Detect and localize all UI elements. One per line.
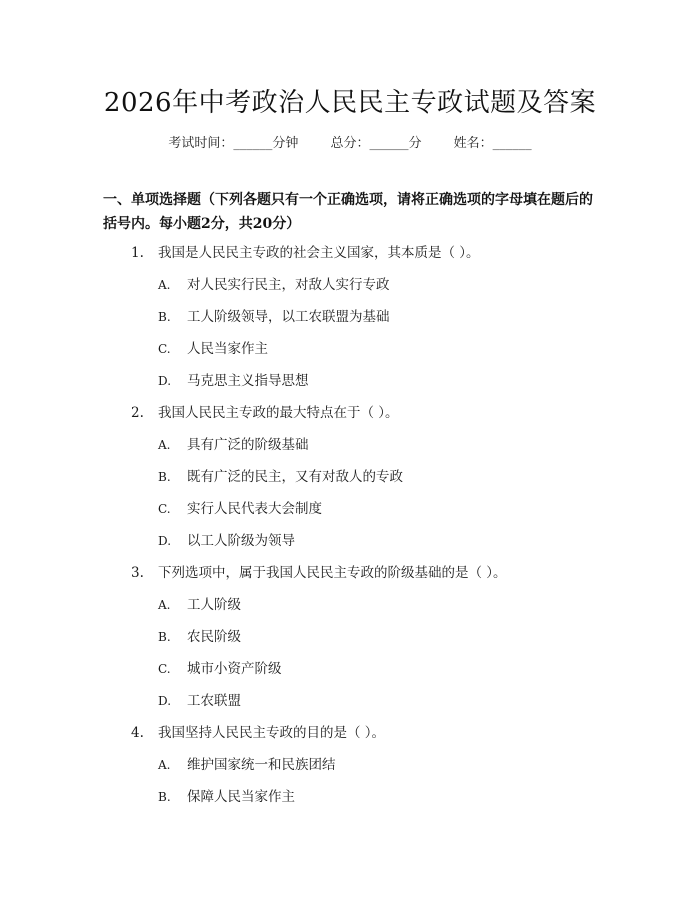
name-field: 姓名：______ [453, 136, 532, 151]
exam-meta [0, 132, 700, 151]
option-letter: D. [158, 374, 172, 388]
answer-option [0, 595, 700, 627]
option-letter: A. [158, 598, 171, 612]
option-text: 人民当家作主 [187, 341, 268, 357]
option-text: 以工人阶级为领导 [187, 533, 295, 549]
question-list [0, 243, 700, 819]
option-letter: A. [158, 438, 171, 452]
option-text: 工农联盟 [187, 693, 241, 709]
option-text: 具有广泛的阶级基础 [187, 437, 309, 453]
option-letter: A. [158, 758, 171, 772]
option-text: 城市小资产阶级 [187, 661, 282, 677]
answer-option [0, 339, 700, 371]
option-text: 工人阶级 [187, 597, 241, 613]
question-number: 4. [131, 725, 144, 741]
option-text: 既有广泛的民主，又有对敌人的专政 [187, 469, 403, 485]
question-item [0, 403, 700, 435]
option-letter: C. [158, 502, 171, 516]
answer-option [0, 371, 700, 403]
answer-option [0, 787, 700, 819]
question-item [0, 243, 700, 275]
exam-time-field: 考试时间：______分钟 [168, 136, 299, 151]
option-letter: C. [158, 662, 171, 676]
answer-option [0, 307, 700, 339]
answer-option [0, 467, 700, 499]
question-item [0, 563, 700, 595]
answer-option [0, 755, 700, 787]
option-text: 维护国家统一和民族团结 [187, 757, 336, 773]
option-text: 实行人民代表大会制度 [187, 501, 322, 517]
question-stem: 我国人民民主专政的最大特点在于（ ）。 [158, 405, 399, 421]
section-heading: 一、单项选择题（下列各题只有一个正确选项，请将正确选项的字母填在题后的括号内。每小题2分，共20分） [103, 192, 593, 232]
total-score-field: 总分：______分 [330, 136, 422, 151]
answer-option [0, 275, 700, 307]
answer-option [0, 531, 700, 563]
question-stem: 我国坚持人民民主专政的目的是（ ）。 [158, 725, 386, 741]
option-letter: C. [158, 342, 171, 356]
answer-option [0, 627, 700, 659]
option-letter: D. [158, 694, 172, 708]
question-stem: 我国是人民民主专政的社会主义国家，其本质是（ ）。 [158, 245, 480, 261]
answer-option [0, 659, 700, 691]
option-text: 马克思主义指导思想 [187, 373, 309, 389]
option-text: 农民阶级 [187, 629, 241, 645]
question-number: 3. [131, 565, 144, 581]
option-letter: D. [158, 534, 172, 548]
option-letter: A. [158, 278, 171, 292]
answer-option [0, 435, 700, 467]
question-number: 2. [131, 405, 144, 421]
option-letter: B. [158, 470, 171, 484]
option-letter: B. [158, 630, 171, 644]
question-stem: 下列选项中，属于我国人民民主专政的阶级基础的是（ ）。 [158, 565, 507, 581]
option-letter: B. [158, 790, 171, 804]
option-text: 工人阶级领导，以工农联盟为基础 [187, 309, 390, 325]
answer-option [0, 691, 700, 723]
page-title: 2026年中考政治人民民主专政试题及答案 [103, 88, 597, 118]
question-item [0, 723, 700, 755]
answer-option [0, 499, 700, 531]
option-text: 对人民实行民主，对敌人实行专政 [187, 277, 390, 293]
question-number: 1. [131, 245, 144, 261]
option-letter: B. [158, 310, 171, 324]
option-text: 保障人民当家作主 [187, 789, 295, 805]
